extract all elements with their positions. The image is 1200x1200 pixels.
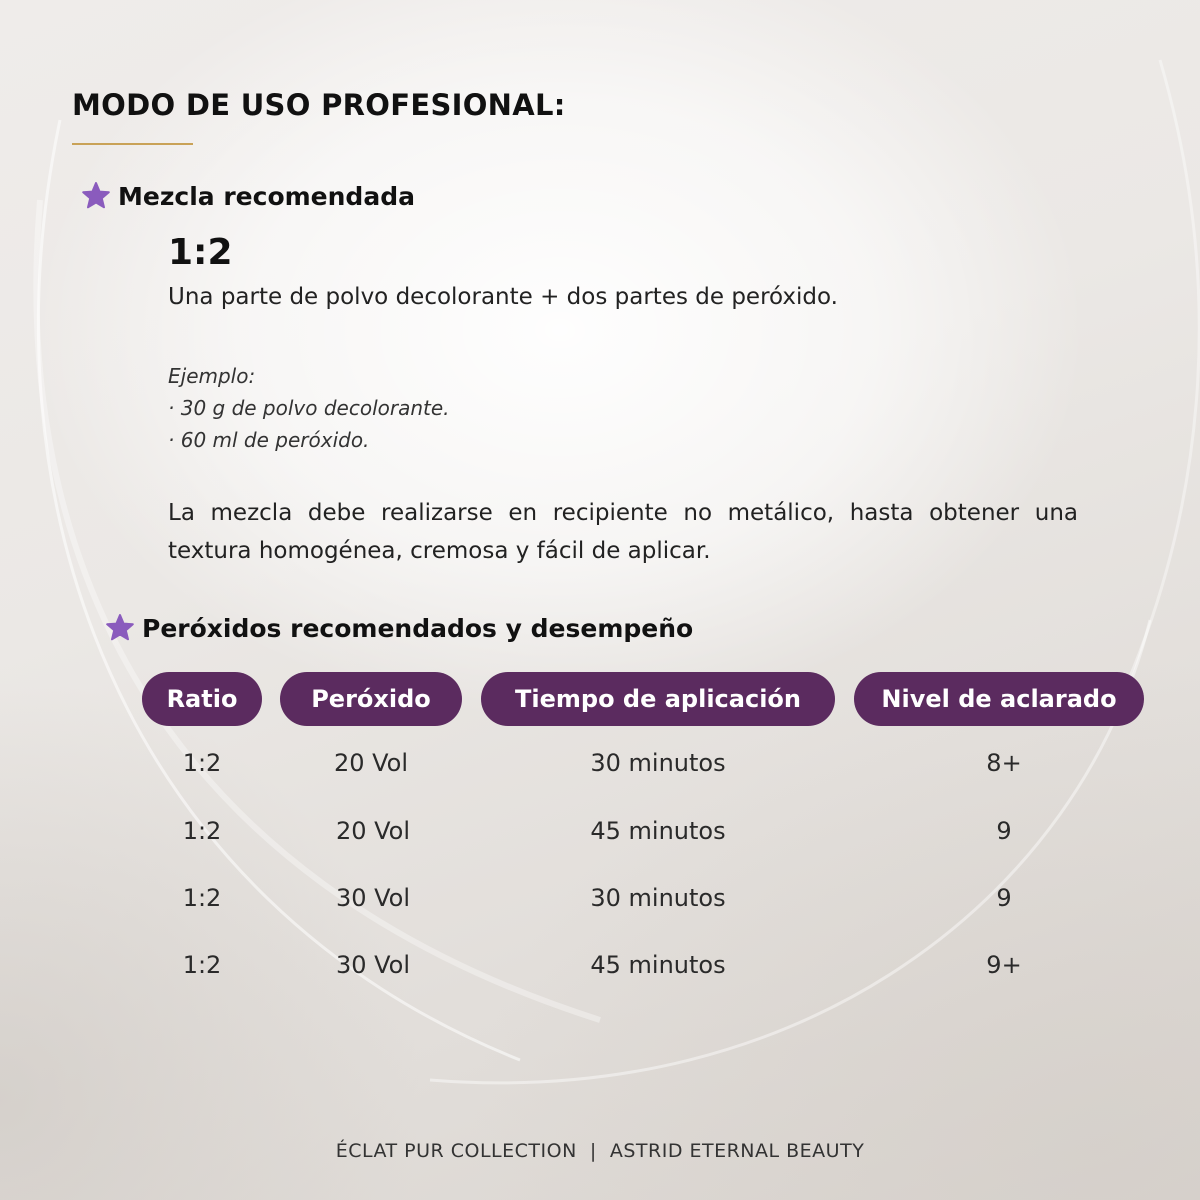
table-cell: 8+ (986, 749, 1022, 777)
table-cell: 45 minutos (590, 817, 726, 845)
header-level: Nivel de aclarado (854, 672, 1144, 726)
header-ratio: Ratio (142, 672, 262, 726)
table-cell: 1:2 (182, 817, 222, 845)
title-underline (72, 143, 193, 145)
section-mix-heading (80, 180, 415, 212)
table-cell: 30 minutos (590, 749, 726, 777)
table-cell: 9 (996, 884, 1012, 912)
section-mix-title: Mezcla recomendada (118, 181, 415, 211)
table-cell: 45 minutos (590, 951, 726, 979)
page-title: MODO DE USO PROFESIONAL: (72, 88, 566, 122)
section-peroxides-title: Peróxidos recomendados y desempeño (142, 613, 694, 643)
table-cell: 9+ (986, 951, 1022, 979)
header-time: Tiempo de aplicación (481, 672, 835, 726)
table-cell: 30 minutos (590, 884, 726, 912)
table-cell: 20 Vol (335, 817, 411, 845)
star-icon (80, 180, 112, 212)
example-item: · 60 ml de peróxido. (168, 428, 370, 452)
example-label: Ejemplo: (168, 364, 256, 388)
section-peroxides-heading (104, 612, 693, 644)
mix-example (168, 360, 450, 456)
mix-ratio: 1:2 (168, 232, 233, 273)
header-peroxide: Peróxido (280, 672, 462, 726)
mix-description: Una parte de polvo decolorante + dos partes de peróxido. (168, 284, 838, 310)
footer-brand: ÉCLAT PUR COLLECTION | ASTRID ETERNAL BEAUTY (335, 1140, 865, 1162)
table-cell: 20 Vol (333, 749, 409, 777)
mix-note: La mezcla debe realizarse en recipiente no metálico, hasta obtener una textura homogénea, cremosa y fácil de aplicar. (168, 500, 1078, 564)
table-cell: 30 Vol (335, 951, 411, 979)
table-cell: 1:2 (182, 951, 222, 979)
table-cell: 1:2 (182, 749, 222, 777)
table-cell: 1:2 (182, 884, 222, 912)
star-icon (104, 612, 136, 644)
table-cell: 9 (996, 817, 1012, 845)
table-cell: 30 Vol (335, 884, 411, 912)
example-item: · 30 g de polvo decolorante. (168, 396, 450, 420)
